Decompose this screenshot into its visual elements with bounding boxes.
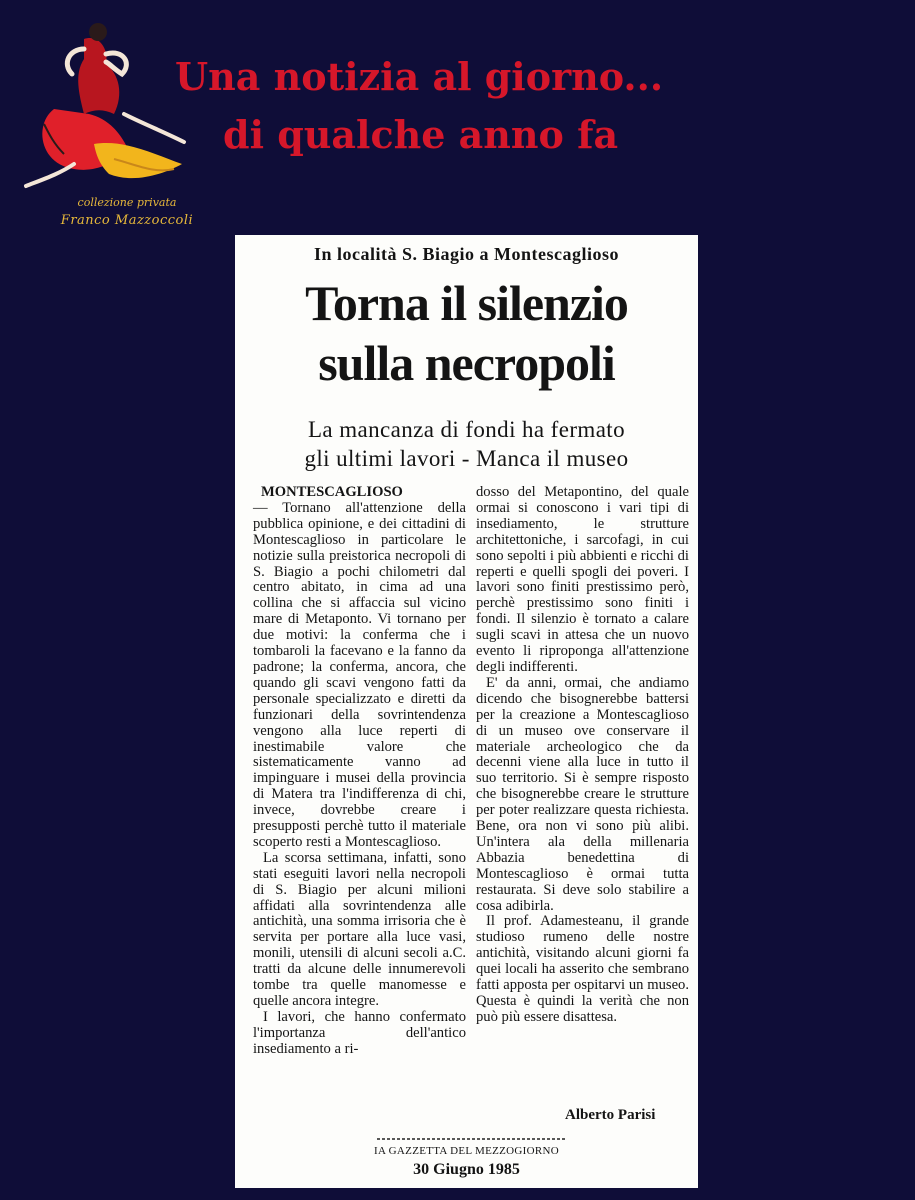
article-column-left xyxy=(253,485,466,1058)
logo xyxy=(14,14,194,228)
article-author: Alberto Parisi xyxy=(565,1107,656,1123)
article-subtitle-line2: gli ultimi lavori - Manca il museo xyxy=(304,446,629,471)
article-title xyxy=(235,273,698,393)
headline-line2: di qualche anno fa xyxy=(223,112,619,157)
dancer-logo-icon xyxy=(14,14,189,194)
newspaper-clipping xyxy=(235,235,698,1188)
article-column-right xyxy=(476,485,689,1026)
logo-caption-line2: Franco Mazzoccoli xyxy=(60,213,194,228)
article-kicker: In località S. Biagio a Montescaglioso xyxy=(313,244,619,264)
article-paragraph: — Tornano all'attenzione della pubblica opinione, e dei cittadini di Montescaglioso in particolare le notizie sulla preistorica necropoli di S. Biagio a pochi chilometri dal centro abitato, in cima ad una collina che si affaccia sul vicino mare di Metaponto. Vi tornano per due motivi: la conferma che i tombaroli la facevano e la fanno da padrone; la conferma, ancora, che quando gli scavi vengono fatti da personale specializzato e diretti da funzionari della sovrintendenza vengono alla luce reperti di inestimabile valore che sistematicamente vanno ad impinguare i musei della provincia di Matera tra l'indifferenza di chi, invece, dovrebbe creare i presupposti perchè tutto il materiale scoperto resti a Montescaglioso. xyxy=(253,499,466,850)
article-subtitle-line1: La mancanza di fondi ha fermato xyxy=(307,417,625,442)
article-title-line2: sulla necropoli xyxy=(318,335,615,391)
article-paragraph: I lavori, che hanno confermato l'importanza dell'antico insediamento a ri- xyxy=(253,1008,466,1057)
ornamental-rule-icon xyxy=(377,1135,567,1143)
article-paragraph: dosso del Metapontino, del quale ormai si conoscono i vari tipi di insediamento, le strutture architettoniche, i sarcofagi, in cui sono sepolti i più abbienti e ricchi di reperti e quelli spogli dei poveri. I lavori sono finiti prestissimo però, perchè prestissimo sono finiti i fondi. Il silenzio è tornato a calare sugli scavi in attesa che un nuovo evento li riproponga all'attenzione degli indifferenti. xyxy=(476,484,689,675)
page-headline xyxy=(175,48,895,164)
article-dateline: MONTESCAGLIOSO xyxy=(261,484,403,500)
article-paragraph: Il prof. Adamesteanu, il grande studioso rumeno delle nostre antichità, visitando alcuni giorni fa quei locali ha asserito che sembrano fatti apposta per ospitarvi un museo. Questa è quindi la verità che non può più essere disattesa. xyxy=(476,913,689,1025)
article-paragraph: La scorsa settimana, infatti, sono stati eseguiti lavori nella necropoli di S. Biagio per alcuni milioni affidati alla sovrintendenza alle antichità, una somma irrisoria che è servita per portare alla luce vasi, monili, utensili di alcuni secoli a.C. tratti da alcune delle innumerevoli tombe tra quelle manomesse e quelle ancora integre. xyxy=(253,849,466,1009)
newspaper-masthead: IA GAZZETTA DEL MEZZOGIORNO xyxy=(374,1145,559,1157)
article-paragraph: E' da anni, ormai, che andiamo dicendo che bisognerebbe battersi per la creazione a Montescaglioso di un museo ove conservare il materiale archeologico che da decenni viene alla luce in tutto il suo territorio. Si è sempre risposto che bisognerebbe creare le strutture per poter realizzare questa richiesta. Bene, ora non vi sono più alibi. Un'intera ala della millenaria Abbazia benedettina di Montescaglioso è ormai tutta restaurata. Si deve solo stabilire a cosa adibirla. xyxy=(476,674,689,914)
headline-line1: Una notizia al giorno... xyxy=(175,54,664,99)
logo-caption-line1: collezione privata xyxy=(77,196,177,209)
article-title-line1: Torna il silenzio xyxy=(305,275,628,331)
logo-caption xyxy=(52,194,202,230)
publication-date: 30 Giugno 1985 xyxy=(413,1161,520,1178)
article-subtitle xyxy=(235,415,698,473)
